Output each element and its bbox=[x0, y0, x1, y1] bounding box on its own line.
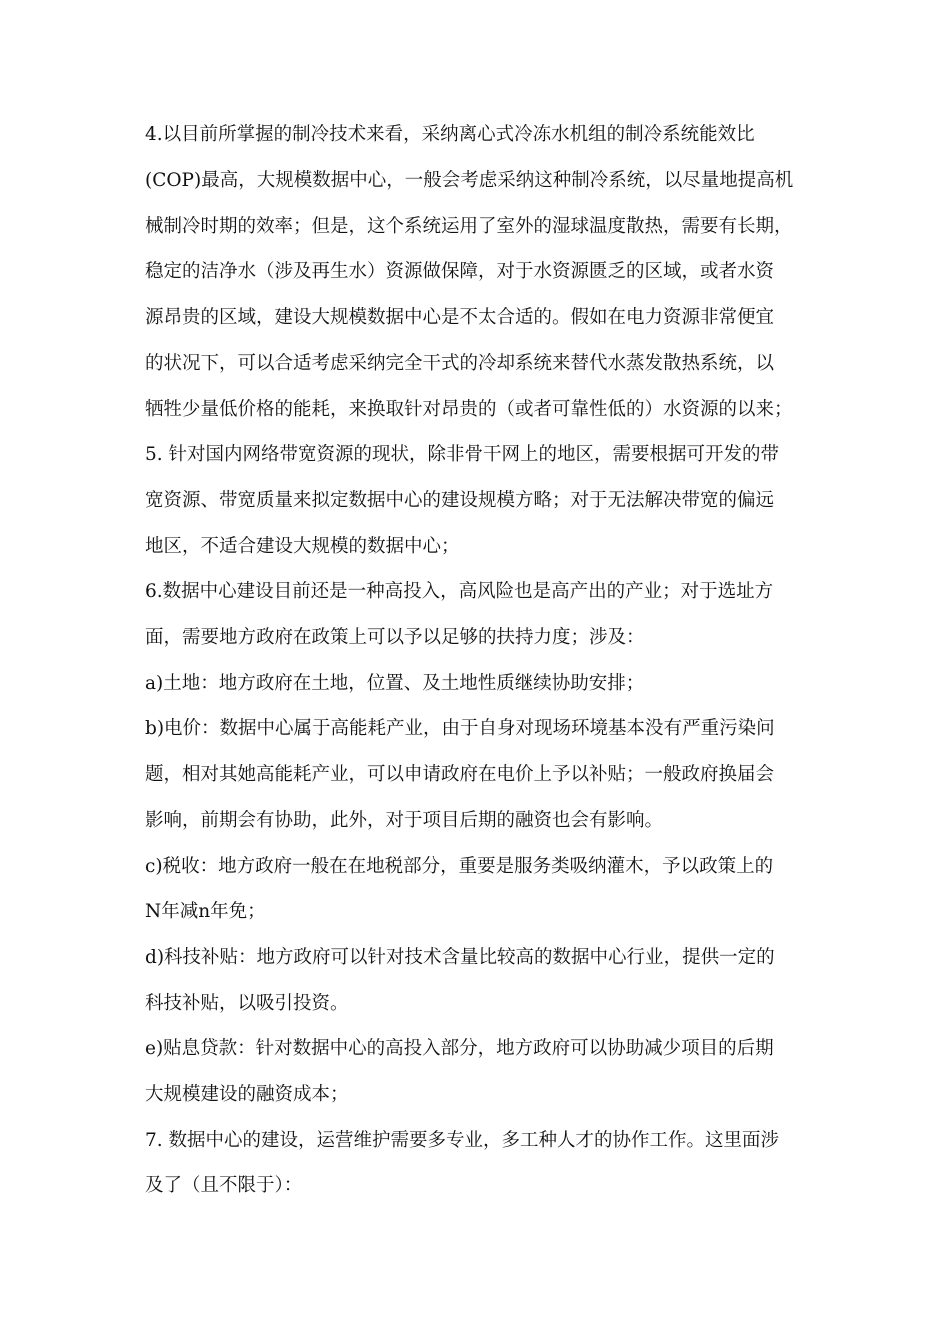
text-line: 宽资源、带宽质量来拟定数据中心的建设规模方略；对于无法解决带宽的偏远 bbox=[145, 490, 775, 511]
text-line: b)电价：数据中心属于高能耗产业，由于自身对现场环境基本没有严重污染问 bbox=[145, 718, 775, 739]
text-line: c)税收：地方政府一般在在地税部分，重要是服务类吸纳灌木，予以政策上的 bbox=[145, 856, 774, 877]
text-line: d)科技补贴：地方政府可以针对技术含量比较高的数据中心行业，提供一定的 bbox=[145, 947, 775, 968]
text-line: 题，相对其她高能耗产业，可以申请政府在电价上予以补贴；一般政府换届会 bbox=[145, 764, 775, 785]
text-line: (COP)最高，大规模数据中心，一般会考虑采纳这种制冷系统，以尽量地提高机 bbox=[145, 170, 794, 191]
text-line: 6.数据中心建设目前还是一种高投入，高风险也是高产出的产业；对于选址方 bbox=[145, 581, 774, 602]
text-line: 源昂贵的区域，建设大规模数据中心是不太合适的。假如在电力资源非常便宜 bbox=[145, 307, 775, 328]
text-line: 稳定的洁净水（涉及再生水）资源做保障，对于水资源匮乏的区域，或者水资 bbox=[145, 261, 775, 282]
text-line: 4.以目前所掌握的制冷技术来看，采纳离心式冷冻水机组的制冷系统能效比 bbox=[145, 124, 755, 145]
text-line: 及了（且不限于）： bbox=[145, 1175, 303, 1196]
text-line: 械制冷时期的效率；但是，这个系统运用了室外的湿球温度散热，需要有长期， bbox=[145, 216, 793, 237]
text-line: 7. 数据中心的建设，运营维护需要多专业，多工种人才的协作工作。这里面涉 bbox=[145, 1130, 780, 1151]
text-line: N年减n年免； bbox=[145, 901, 266, 922]
text-line: 影响，前期会有协助，此外，对于项目后期的融资也会有影响。 bbox=[145, 810, 664, 831]
text-line: e)贴息贷款：针对数据中心的高投入部分，地方政府可以协助减少项目的后期 bbox=[145, 1038, 774, 1059]
text-line: 的状况下，可以合适考虑采纳完全干式的冷却系统来替代水蒸发散热系统，以 bbox=[145, 353, 775, 374]
text-line: 大规模建设的融资成本； bbox=[145, 1084, 349, 1105]
text-line: 面，需要地方政府在政策上可以予以足够的扶持力度；涉及： bbox=[145, 627, 645, 648]
text-line: 地区，不适合建设大规模的数据中心； bbox=[145, 536, 460, 557]
text-line: 牺牲少量低价格的能耗，来换取针对昂贵的（或者可靠性低的）水资源的以来； bbox=[145, 399, 793, 420]
text-line: 5. 针对国内网络带宽资源的现状，除非骨干网上的地区，需要根据可开发的带 bbox=[145, 444, 780, 465]
text-line: a)土地：地方政府在土地，位置、及土地性质继续协助安排； bbox=[145, 673, 645, 694]
text-line: 科技补贴，以吸引投资。 bbox=[145, 993, 349, 1014]
